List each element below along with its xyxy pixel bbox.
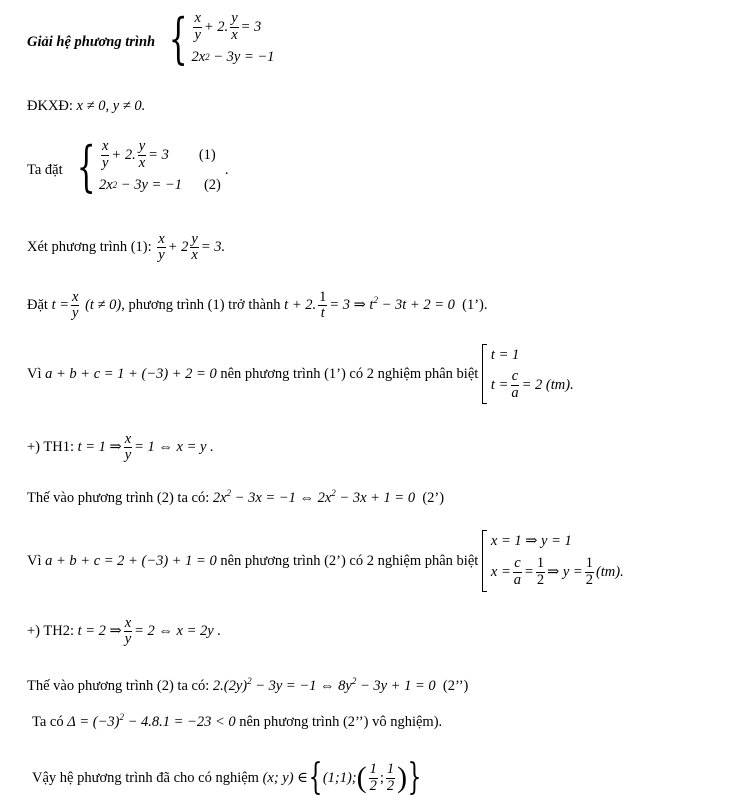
system-heading	[27, 7, 275, 72]
because-label-2: Vì	[27, 552, 42, 569]
system-brace-1: { $\frac{x}{y}$ + 2. $\frac{y}{x}$ = 3 2x 2 − 3y = −1	[168, 7, 275, 70]
discriminant: Ta có $\Delta = (-3)^2 - 4.8.1 = -23 < 0$ nên phương trình (2’’) vô nghiệm).	[32, 712, 443, 730]
substitution-t: Đặt t = $\frac{x}{y}$ (t ≠ 0) , phương trình (1) trở thành t + 2. $\frac{1}{t}$ = 3 ⇒ $t^2 - 3t + 2 = 0$ (1’).	[27, 289, 488, 322]
we-have-label: Ta có	[32, 714, 64, 730]
roots-eq2p: Vì a + b + c = 2 + (−3) + 1 = 0 nên phương trình (2’) có 2 nghiệm phân biệt x = 1 ⇒ y = 1 x = $\frac{c}{a}$ = $\frac{1}{2}$ ⇒ y = $\frac{1}{2}$ (tm).	[27, 530, 624, 592]
substitute-eq2: Thế vào phương trình (2) ta có: $2x^2 - 3x = -1$ ⇔ $2x^2 - 3x + 1 = 0$ (2’)	[27, 488, 445, 506]
substitute-label: Thế vào phương trình (2) ta có:	[27, 490, 210, 506]
roots-bracket-2: x = 1 ⇒ y = 1 x = $\frac{c}{a}$ = $\frac{1}{2}$ ⇒ y = $\frac{1}{2}$ (tm).	[482, 530, 624, 592]
substitute-label-2: Thế vào phương trình (2) ta có:	[27, 678, 210, 694]
case-1: +) TH1: t = 1 ⇒ $\frac{x}{y}$ = 1 ⇔ x = y .	[27, 431, 214, 464]
label-2pp: (2’’)	[442, 678, 469, 694]
system-brace-2: { $\frac{x}{y}$ + 2. $\frac{y}{x}$ = 3 (1) 2x 2 − 3y = −1 (2)	[76, 135, 221, 198]
label-1: (1)	[198, 146, 216, 163]
system-eq-2: 2x 2 − 3y = −1	[191, 48, 275, 65]
conclusion-label: Vậy hệ phương trình đã cho có nghiệm	[32, 769, 259, 786]
consider-eq1: Xét phương trình (1): $\frac{x}{y}$ + 2 $\frac{y}{x}$ = 3.	[27, 231, 226, 264]
domain-label: ĐKXĐ:	[27, 98, 73, 114]
set-system: Ta đặt { $\frac{x}{y}$ + 2. $\frac{y}{x}$ = 3 (1) 2x 2 − 3y = −1 (2) .	[27, 135, 229, 198]
case-1-label: +) TH1:	[27, 439, 74, 456]
conclusion: Vậy hệ phương trình đã cho có nghiệm (x; y) ∈ { (1;1); ( $\frac{1}{2}$ ; $\frac{1}{2}$ ) }	[32, 757, 422, 798]
set-eq-1: $\frac{x}{y}$ + 2. $\frac{y}{x}$ = 3 (1)	[101, 138, 216, 171]
has-roots-text-2: nên phương trình (2’) có 2 nghiệm phân biệt	[220, 552, 479, 569]
heading-text: Giải hệ phương trình	[27, 33, 156, 50]
set-t-label: Đặt	[27, 297, 48, 314]
set-eq-2: 2x 2 − 3y = −1 (2)	[98, 176, 221, 193]
becomes-text: , phương trình (1) trở thành	[121, 297, 281, 314]
system-eq-1: $\frac{x}{y}$ + 2. $\frac{y}{x}$ = 3	[194, 10, 262, 43]
label-2p: (2’)	[422, 490, 445, 506]
set-label: Ta đặt	[27, 161, 63, 178]
case-2: +) TH2: t = 2 ⇒ $\frac{x}{y}$ = 2 ⇔ x = 2y .	[27, 615, 221, 648]
roots-eq1p: Vì a + b + c = 1 + (−3) + 2 = 0 nên phương trình (1’) có 2 nghiệm phân biệt t = 1 t = $\frac{c}{a}$ = 2 (tm).	[27, 344, 574, 404]
domain-value: x ≠ 0, y ≠ 0.	[76, 98, 146, 114]
case-2-label: +) TH2:	[27, 623, 74, 640]
no-solution-text: nên phương trình (2’’) vô nghiệm).	[239, 714, 443, 730]
has-roots-text: nên phương trình (1’) có 2 nghiệm phân biệt	[220, 365, 479, 382]
roots-bracket-1: t = 1 t = $\frac{c}{a}$ = 2 (tm).	[482, 344, 574, 404]
label-2: (2)	[203, 176, 221, 193]
consider-label: Xét phương trình (1):	[27, 239, 152, 256]
substitute-eq2-case2: Thế vào phương trình (2) ta có: $2.(2y)^2 - 3y = -1$ ⇔ $8y^2 - 3y + 1 = 0$ (2’’)	[27, 676, 469, 694]
domain-condition	[27, 98, 145, 115]
because-label: Vì	[27, 365, 42, 382]
label-1p: (1’).	[462, 297, 488, 314]
